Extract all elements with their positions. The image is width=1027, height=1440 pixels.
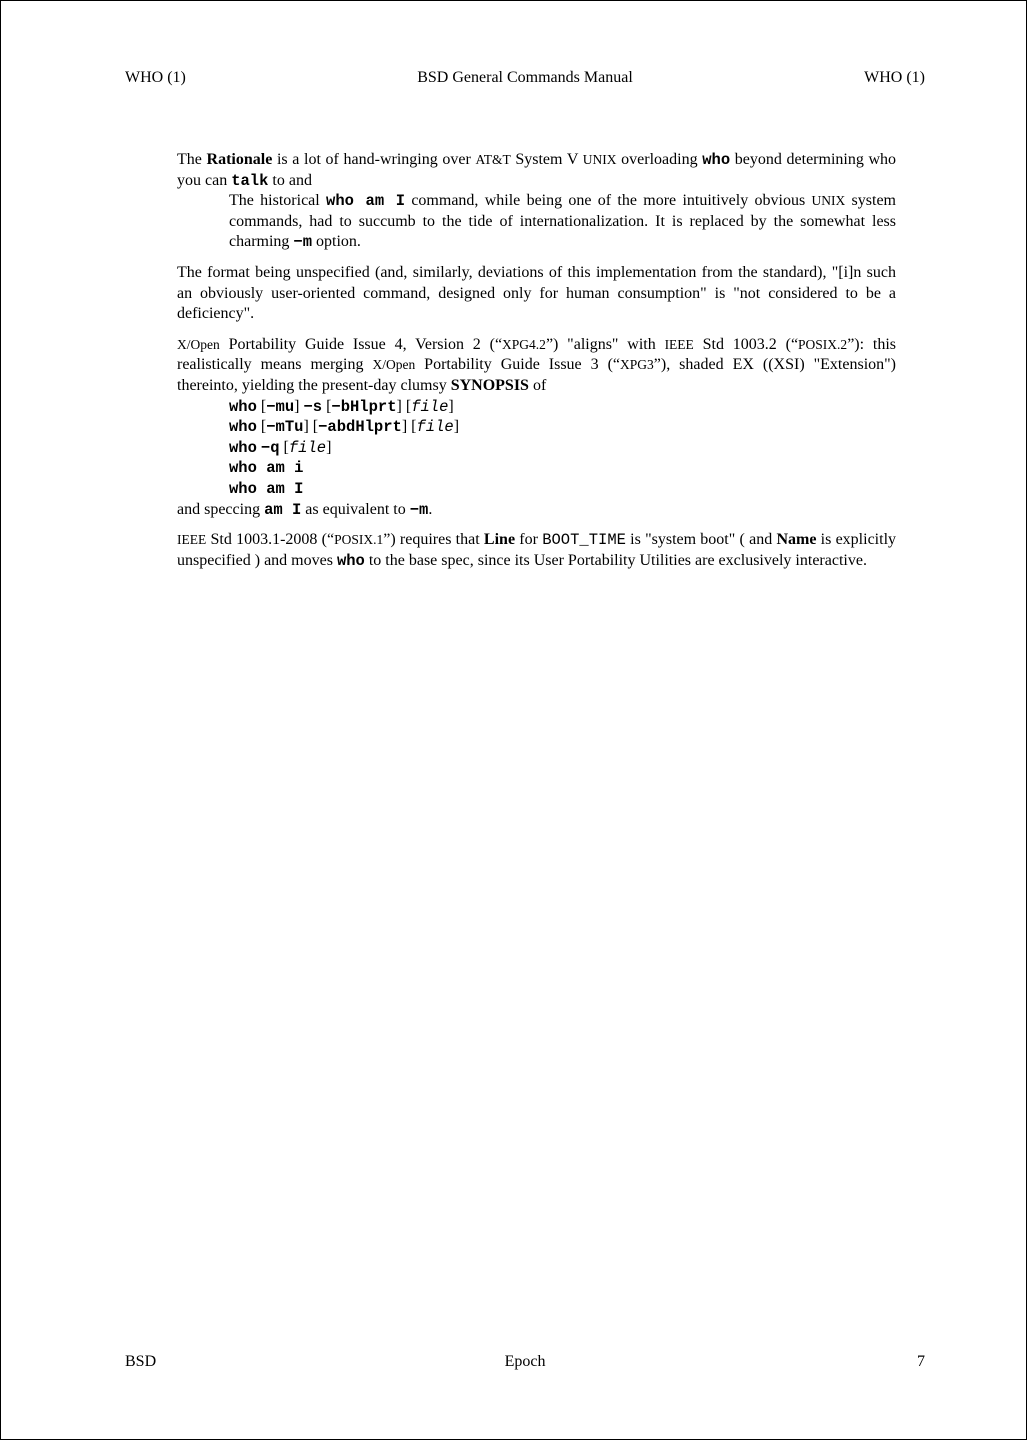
footer-page-number: 7 bbox=[917, 1353, 925, 1370]
header-right: WHO (1) bbox=[864, 69, 925, 86]
standards-paragraph: X/Open Portability Guide Issue 4, Version 2 (“XPG4.2”) "aligns" with IEEE Std 1003.2 (“POSIX.2”): this realistically means merging X/Open Portability Guide Issue 3 (“XPG3”), shaded EX ((XSI) "Extension") thereinto, yielding the present-day clumsy SYNOPSIS of bbox=[177, 335, 896, 394]
footer-center: Epoch bbox=[504, 1353, 546, 1370]
page-body bbox=[177, 150, 896, 581]
format-paragraph: The format being unspecified (and, similarly, deviations of this implementation from the standard), "[i]n such an obviously user-oriented command, designed only for human consumption" is "not considered to be a deficiency". bbox=[177, 263, 896, 323]
rationale-paragraph: The Rationale is a lot of hand-wringing over AT&T System V UNIX overloading who beyond determining who you can talk to and bbox=[177, 151, 897, 190]
footer-left: BSD bbox=[125, 1353, 157, 1370]
header-center: BSD General Commands Manual bbox=[417, 69, 633, 86]
posix1-paragraph: IEEE Std 1003.1-2008 (“POSIX.1”) requires that Line for BOOT_TIME is "system boot" ( and Name is explicitly unspecified ) and moves who to the base spec, since its User Portability Utilities are exclusively interactive. bbox=[177, 531, 897, 570]
synopsis-line: who [−mu] −s [−bHlprt] [file] bbox=[229, 397, 454, 416]
synopsis-line: who am I bbox=[229, 479, 304, 498]
synopsis-line: who −q [file] bbox=[229, 438, 332, 457]
speccing-paragraph: and speccing am I as equivalent to −m. bbox=[177, 500, 433, 519]
synopsis-block bbox=[177, 397, 896, 500]
synopsis-line: who am i bbox=[229, 459, 304, 478]
page-header bbox=[125, 69, 925, 87]
historical-paragraph: The historical who am I command, while being one of the more intuitively obvious UNIX system commands, had to succumb to the tide of internationalization. It is replaced by the somewhat less charming −m option. bbox=[229, 192, 896, 252]
header-left: WHO (1) bbox=[125, 69, 186, 86]
page-footer bbox=[125, 1353, 925, 1371]
synopsis-line: who [−mTu] [−abdHlprt] [file] bbox=[229, 418, 460, 437]
